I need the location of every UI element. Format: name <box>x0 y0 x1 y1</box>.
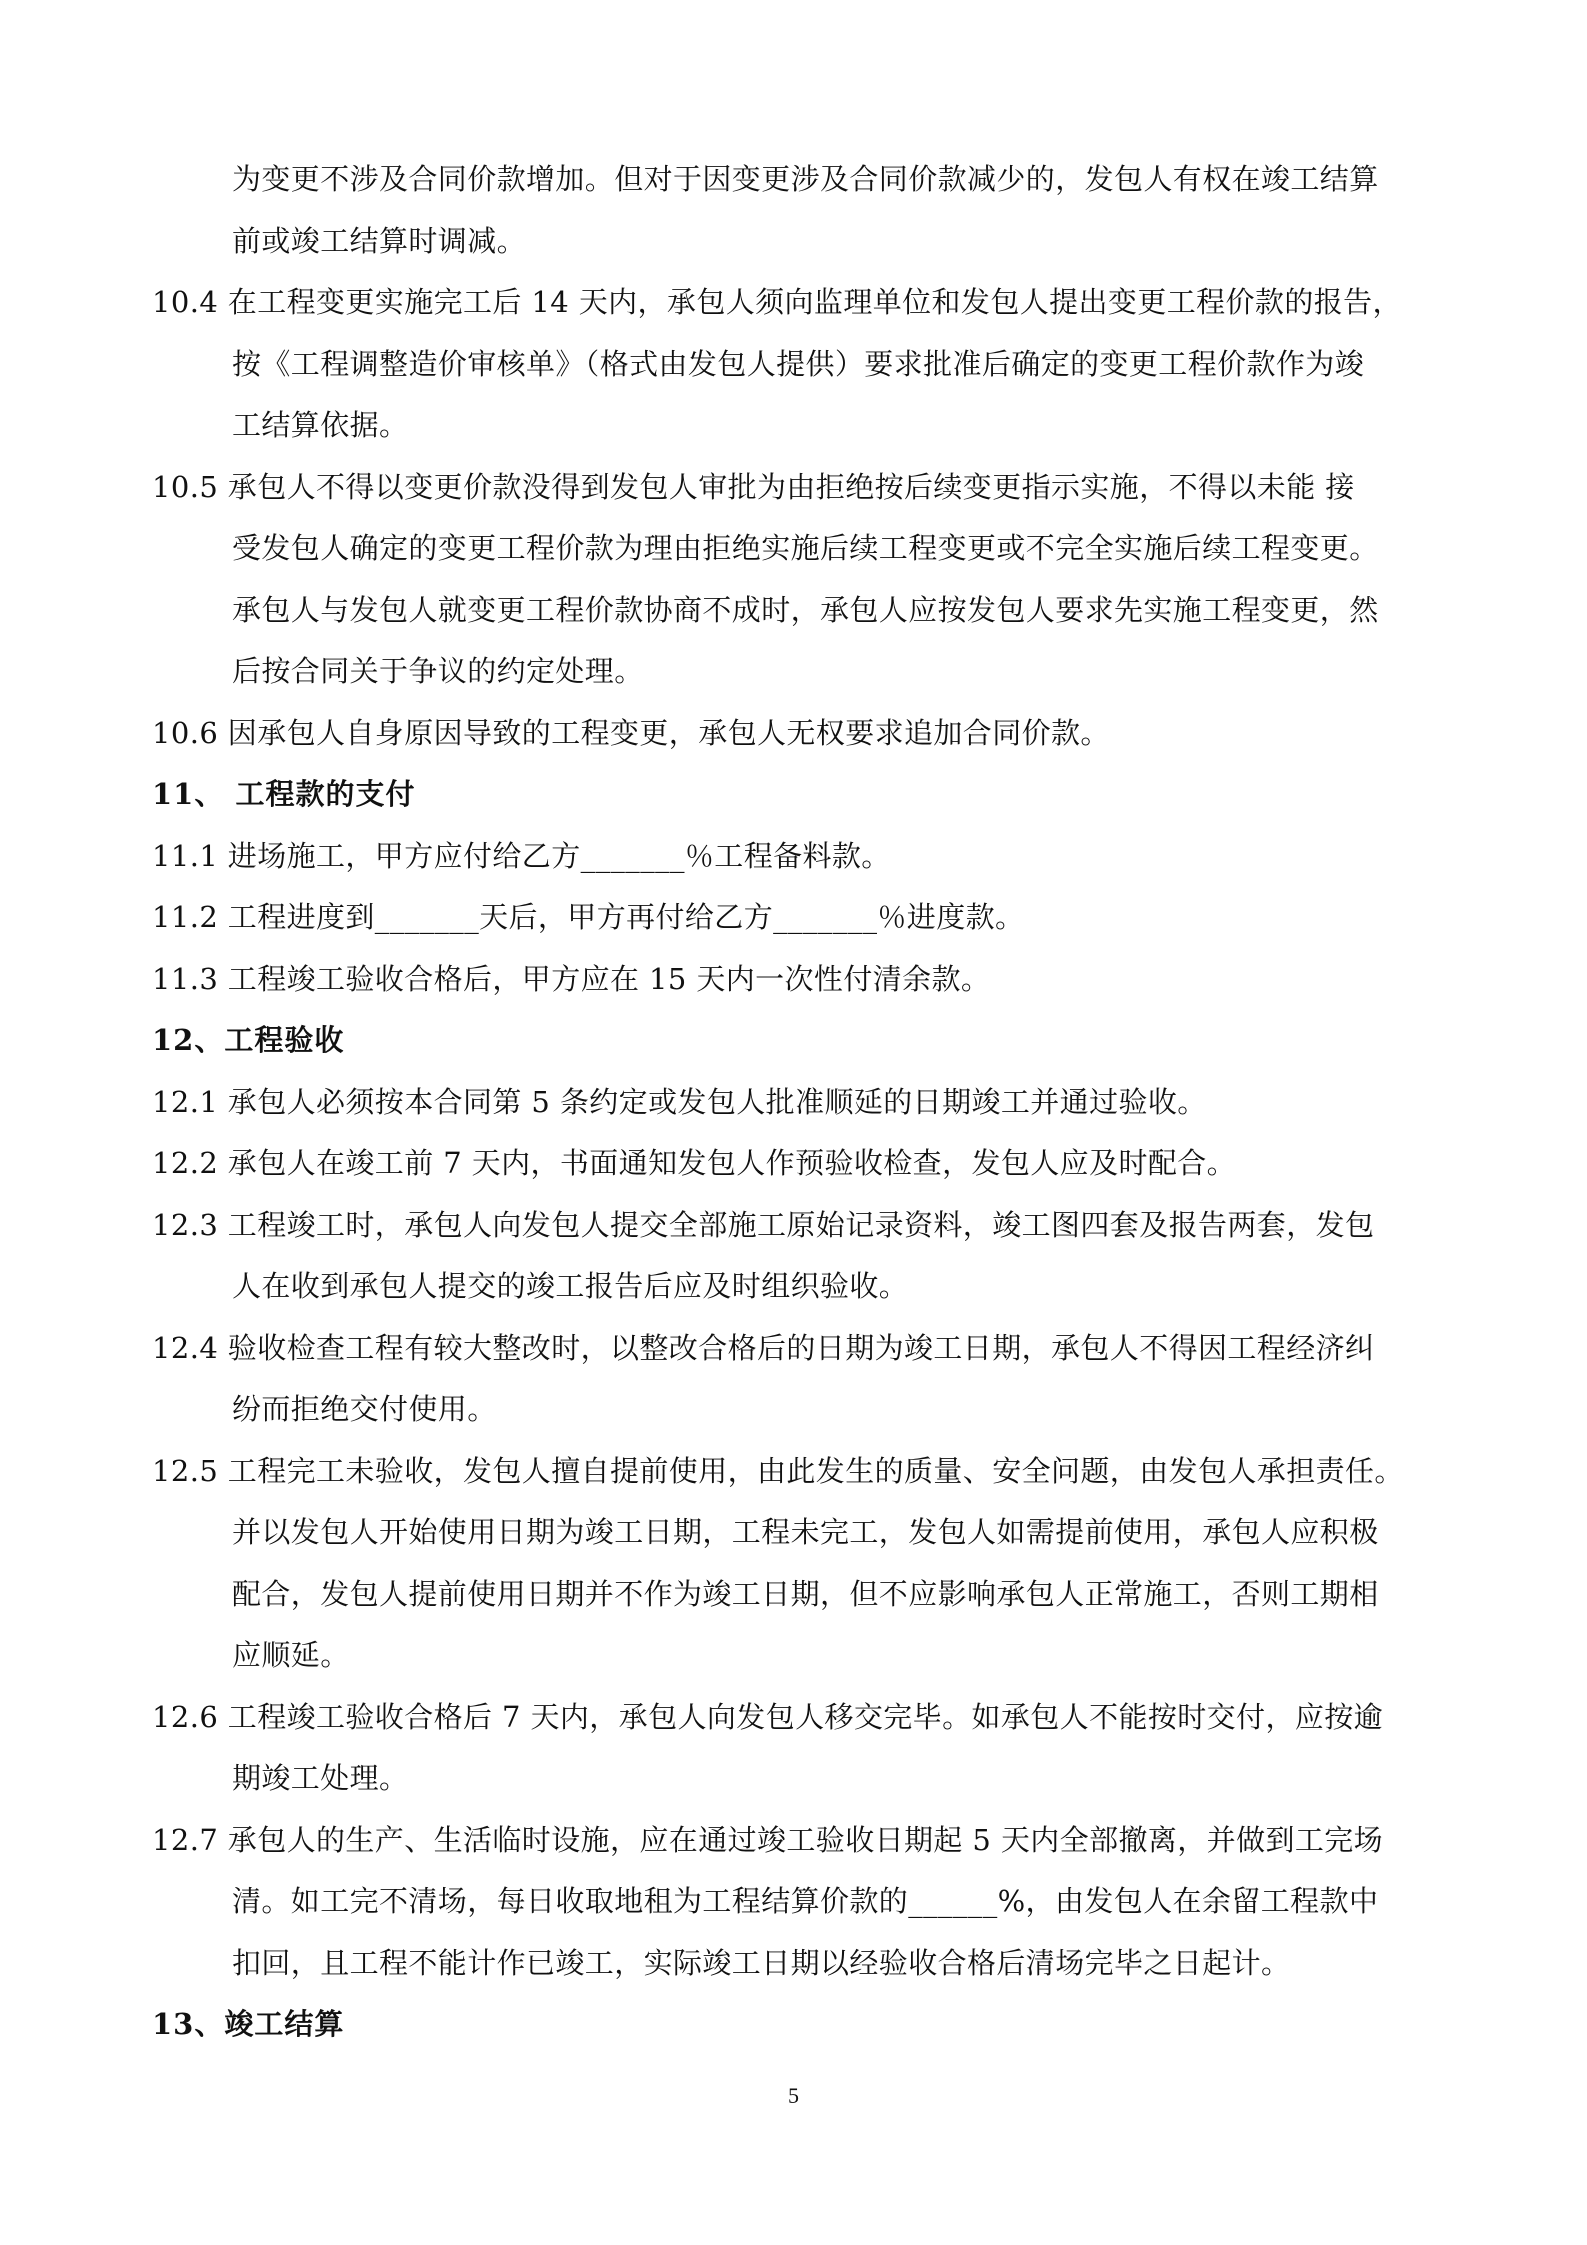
text-line: 12.1 承包人必须按本合同第 5 条约定或发包人批准顺延的日期竣工并通过验收。 <box>152 1084 1207 1119</box>
clause-paragraph <box>152 1133 1467 1195</box>
text-line: 扣回，且工程不能计作已竣工，实际竣工日期以经验收合格后清场完毕之日起计。 <box>232 1945 1291 1980</box>
text-line: 前或竣工结算时调减。 <box>232 223 527 258</box>
clause-paragraph <box>152 1195 1467 1318</box>
page-number: 5 <box>788 2083 799 2108</box>
text-line: 受发包人确定的变更工程价款为理由拒绝实施后续工程变更或不完全实施后续工程变更。 <box>232 531 1379 565</box>
text-line: 10.5 承包人不得以变更价款没得到发包人审批为由拒绝按后续变更指示实施，不得以未能 接 <box>152 469 1355 504</box>
section-heading <box>152 1994 1467 2056</box>
section-heading <box>152 1010 1467 1072</box>
text-line: 人在收到承包人提交的竣工报告后应及时组织验收。 <box>232 1269 909 1303</box>
text-line: 承包人与发包人就变更工程价款协商不成时，承包人应按发包人要求先实施工程变更，然 <box>232 592 1379 627</box>
clause-paragraph <box>152 149 1467 272</box>
clause-paragraph <box>152 1441 1467 1687</box>
clause-paragraph <box>152 457 1467 703</box>
text-line: 10.6 因承包人自身原因导致的工程变更，承包人无权要求追加合同价款。 <box>152 715 1110 750</box>
clause-paragraph <box>152 1810 1467 1995</box>
text-line: 为变更不涉及合同价款增加。但对于因变更涉及合同价款减少的，发包人有权在竣工结算 <box>232 162 1379 196</box>
text-line: 12.5 工程完工未验收，发包人擅自提前使用，由此发生的质量、安全问题，由发包人承担责任。 <box>152 1453 1404 1488</box>
text-line: 12.3 工程竣工时，承包人向发包人提交全部施工原始记录资料，竣工图四套及报告两套，发包 <box>152 1207 1375 1242</box>
text-line: 12.7 承包人的生产、生活临时设施，应在通过竣工验收日期起 5 天内全部撤离，并做到工完场 <box>152 1822 1384 1857</box>
text-line: 11.3 工程竣工验收合格后，甲方应在 15 天内一次性付清余款。 <box>152 961 991 996</box>
text-line: 12.4 验收检查工程有较大整改时，以整改合格后的日期为竣工日期，承包人不得因工程经济纠 <box>152 1330 1375 1365</box>
clause-paragraph <box>152 949 1467 1011</box>
clause-paragraph <box>152 1318 1467 1441</box>
clause-paragraph <box>152 887 1467 949</box>
text-line: 13、竣工结算 <box>152 2007 345 2041</box>
clause-paragraph <box>152 272 1467 457</box>
text-line: 并以发包人开始使用日期为竣工日期，工程未完工，发包人如需提前使用，承包人应积极 <box>232 1515 1379 1549</box>
text-line: 后按合同关于争议的约定处理。 <box>232 654 644 688</box>
clause-paragraph <box>152 1072 1467 1134</box>
text-line: 工结算依据。 <box>232 408 409 442</box>
text-line: 12.2 承包人在竣工前 7 天内，书面通知发包人作预验收检查，发包人应及时配合。 <box>152 1146 1237 1180</box>
document-body <box>152 149 1467 2056</box>
text-line: 纷而拒绝交付使用。 <box>232 1392 497 1426</box>
text-line: 12、工程验收 <box>152 1023 345 1057</box>
clause-paragraph <box>152 1687 1467 1810</box>
clause-paragraph <box>152 703 1467 765</box>
text-line: 按《工程调整造价审核单》（格式由发包人提供）要求批准后确定的变更工程价款作为竣 <box>232 346 1365 381</box>
text-line: 期竣工处理。 <box>232 1761 409 1795</box>
text-line: 10.4 在工程变更实施完工后 14 天内，承包人须向监理单位和发包人提出变更工程价款的报告， <box>152 285 1402 319</box>
text-line: 应顺延。 <box>232 1638 350 1672</box>
section-heading <box>152 764 1467 826</box>
text-line: 12.6 工程竣工验收合格后 7 天内，承包人向发包人移交完毕。如承包人不能按时交付，应按逾 <box>152 1699 1384 1734</box>
clause-paragraph <box>152 826 1467 888</box>
text-line: 11、 工程款的支付 <box>152 777 416 811</box>
text-line: 配合，发包人提前使用日期并不作为竣工日期，但不应影响承包人正常施工，否则工期相 <box>232 1576 1379 1611</box>
text-line: 11.2 工程进度到_______天后，甲方再付给乙方_______％进度款。 <box>152 900 1025 934</box>
text-line: 清。如工完不清场，每日收取地租为工程结算价款的______%，由发包人在余留工程款中 <box>232 1884 1379 1918</box>
text-line: 11.1 进场施工，甲方应付给乙方_______％工程备料款。 <box>152 838 891 873</box>
